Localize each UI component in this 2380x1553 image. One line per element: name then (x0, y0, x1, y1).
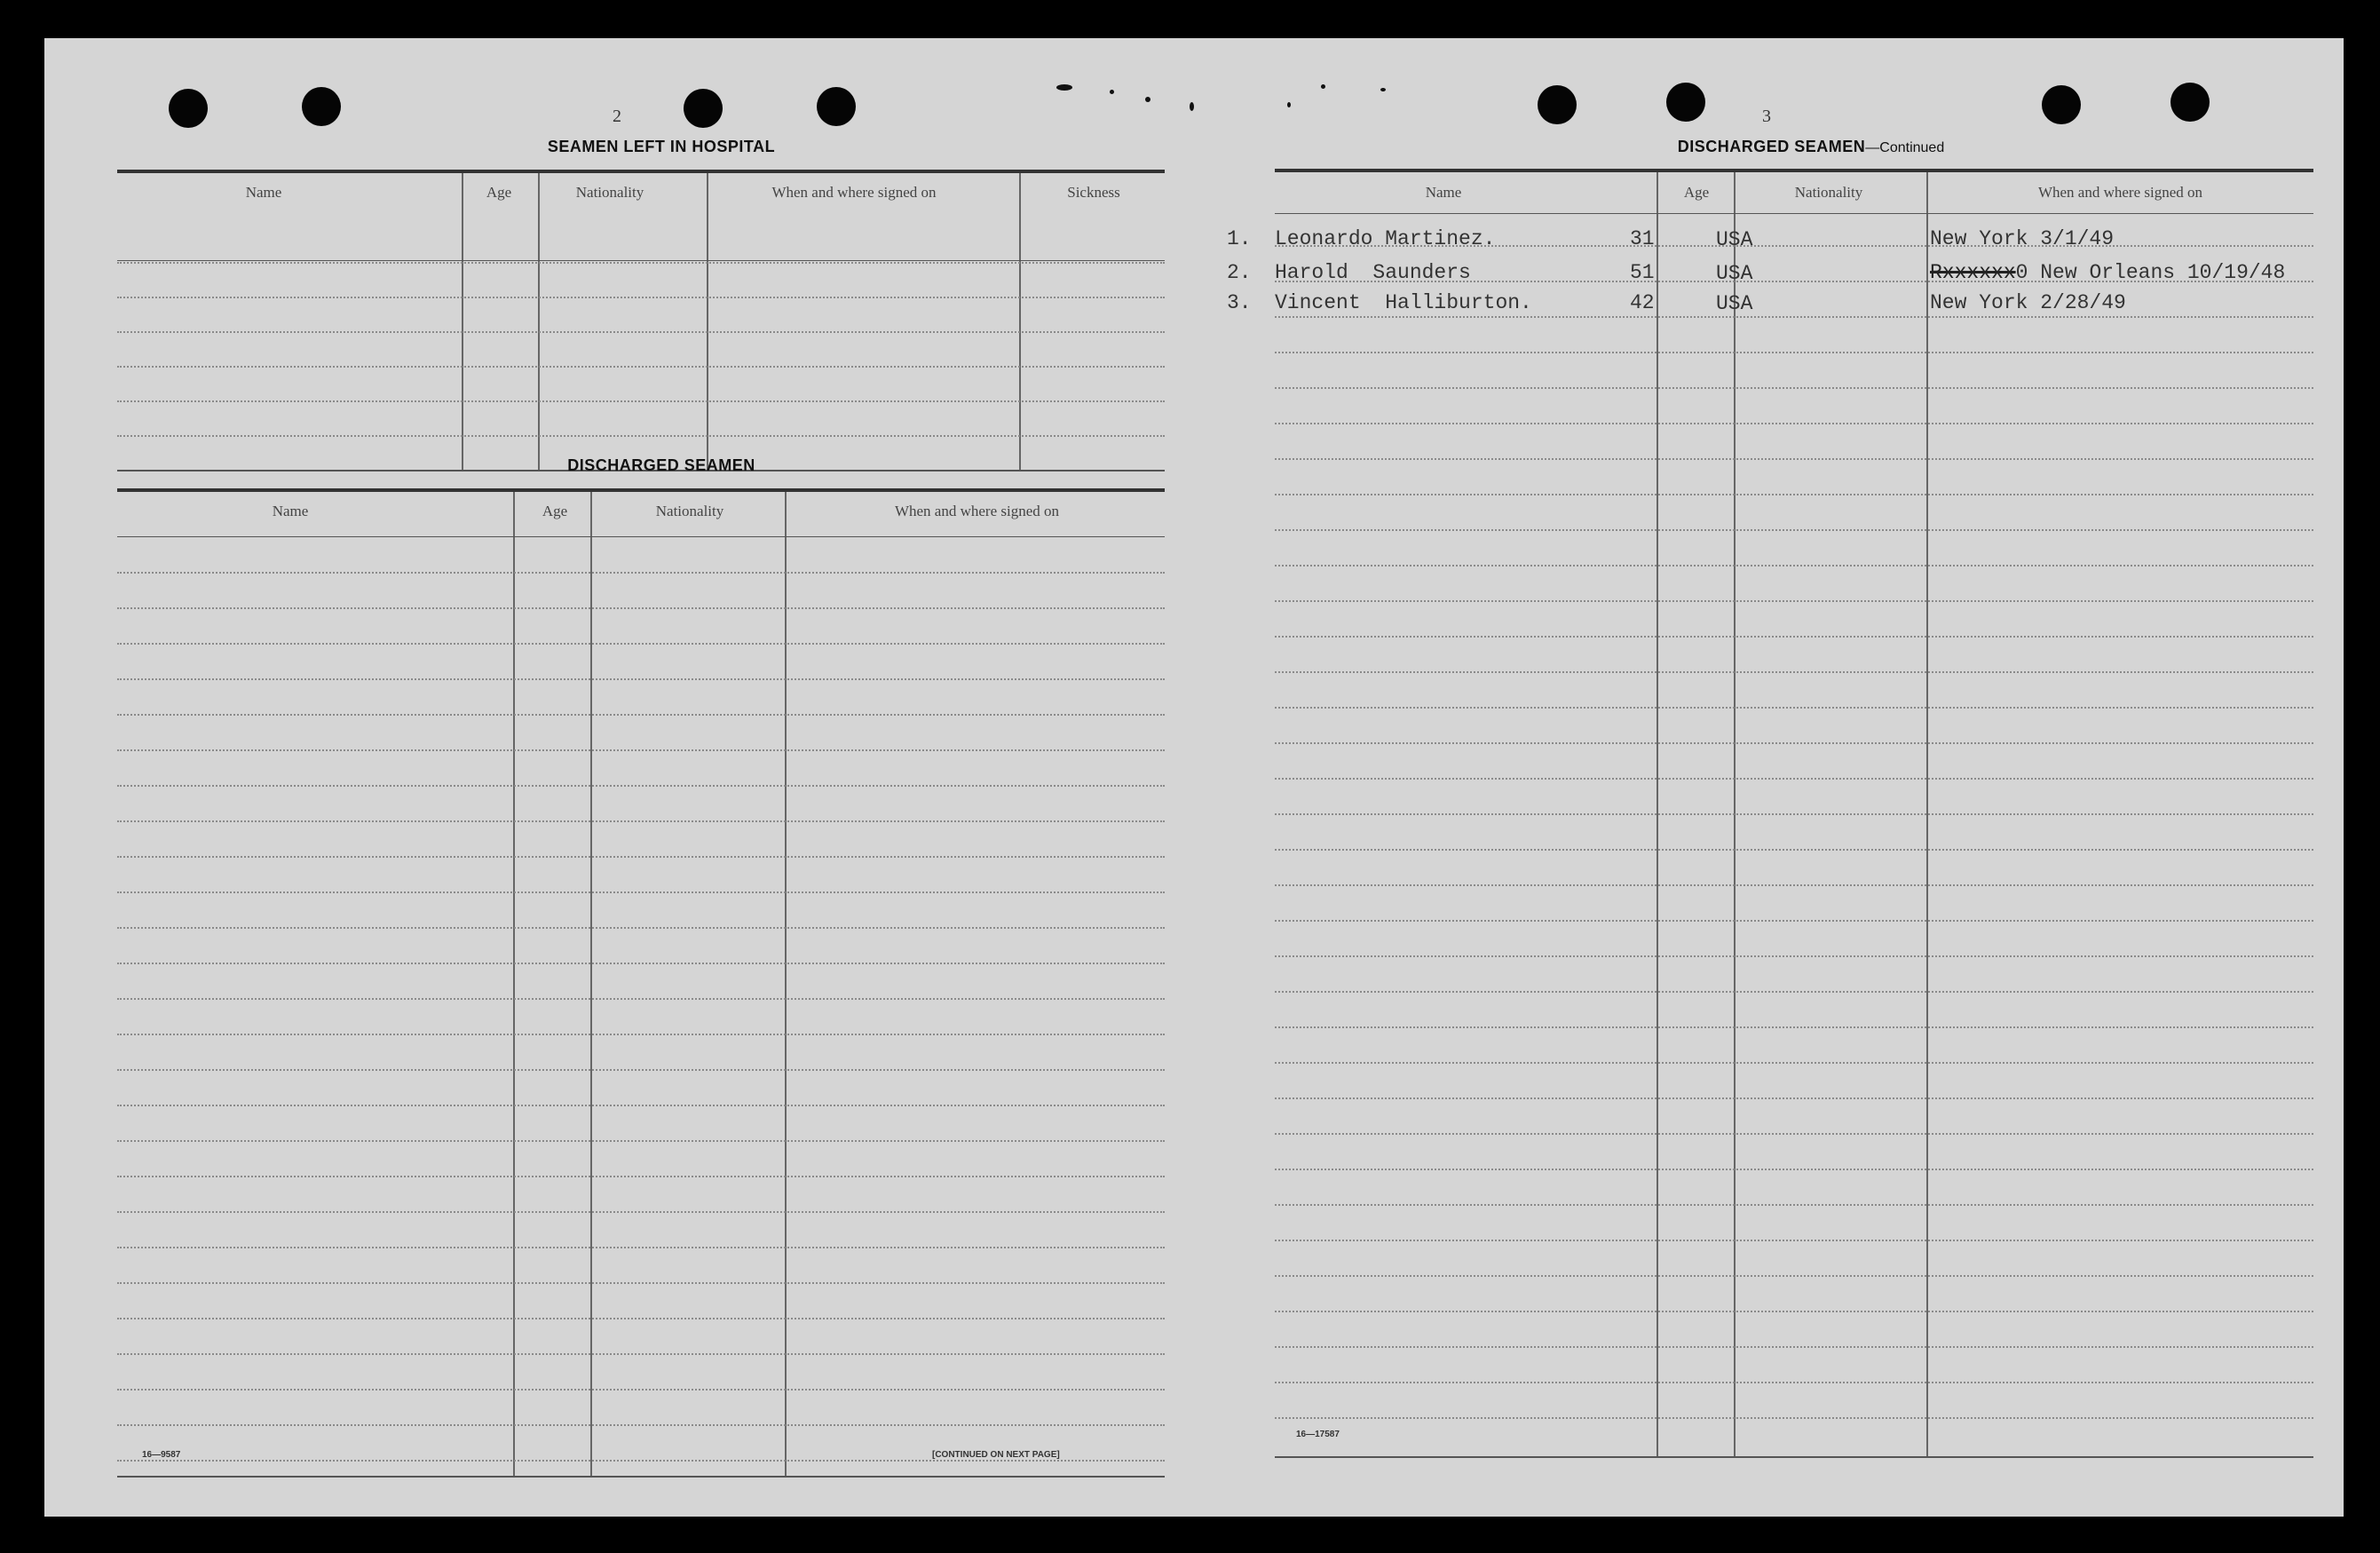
ruled-line (1275, 316, 2313, 318)
discharged-title-left: DISCHARGED SEAMEN (567, 456, 755, 474)
hospital-header-signed-on: When and where signed on (771, 184, 937, 201)
ruled-line (117, 1318, 1165, 1319)
ruled-line (1275, 387, 2313, 389)
ruled-line (1275, 742, 2313, 744)
hospital-header-sickness: Sickness (1067, 184, 1120, 201)
discharged-title-right (1278, 138, 2344, 156)
discharged-header-age: Age (542, 503, 568, 519)
punch-hole (2042, 85, 2081, 124)
ink-speck (1056, 84, 1072, 91)
row-number: 1. (1227, 227, 1252, 250)
page-number-left: 2 (613, 107, 621, 126)
punch-hole (302, 87, 341, 126)
continued-suffix: —Continued (1865, 140, 1945, 155)
ruled-line (117, 820, 1165, 822)
ruled-line (117, 1140, 1165, 1142)
ruled-line (1275, 1240, 2313, 1241)
ruled-line (117, 1424, 1165, 1426)
ruled-line (117, 1282, 1165, 1284)
ruled-line (117, 785, 1165, 787)
ruled-line (1275, 991, 2313, 993)
ruled-line (1275, 813, 2313, 815)
ruled-line (117, 963, 1165, 964)
ruled-line (1275, 636, 2313, 638)
seaman-age: 31 (1630, 227, 1655, 250)
ruled-line (1275, 920, 2313, 922)
ruled-line (1275, 1382, 2313, 1383)
ruled-line (117, 1460, 1165, 1462)
ruled-line (1275, 600, 2313, 602)
seaman-signed-on: 0 New Orleans 10/19/48 (2015, 261, 2286, 284)
seaman-age: 51 (1630, 261, 1655, 284)
ruled-line (117, 1034, 1165, 1035)
seaman-name: Harold Saunders (1275, 261, 1471, 284)
ruled-line (1275, 494, 2313, 495)
ruled-line (1275, 1417, 2313, 1419)
ruled-line (117, 1389, 1165, 1391)
ruled-line (1275, 1311, 2313, 1312)
ruled-line (1275, 1346, 2313, 1348)
ruled-line (117, 927, 1165, 929)
ruled-line (117, 1069, 1165, 1071)
ruled-line (1275, 1169, 2313, 1170)
ruled-line (1275, 1026, 2313, 1028)
right-header-signed-on: When and where signed on (2037, 184, 2203, 201)
form-number-right: 16—17587 (1296, 1430, 1340, 1439)
ruled-line (117, 749, 1165, 751)
ruled-line (117, 678, 1165, 680)
hospital-table (117, 170, 1165, 473)
ruled-line (1275, 1097, 2313, 1099)
seaman-name: Leonardo Martinez. (1275, 227, 1496, 250)
right-header-name: Name (1425, 184, 1462, 201)
seaman-age: 42 (1630, 291, 1655, 314)
seaman-signed-on-cell (1930, 261, 2285, 284)
ruled-line (117, 1247, 1165, 1248)
hospital-title: SEAMEN LEFT IN HOSPITAL (547, 138, 776, 155)
seaman-nationality: USA (1716, 292, 1753, 315)
row-number: 2. (1227, 261, 1252, 284)
ruled-line (1275, 671, 2313, 673)
discharged-header-signed-on: When and where signed on (894, 503, 1060, 519)
ruled-line (1275, 529, 2313, 531)
ruled-line (117, 714, 1165, 716)
punch-hole (817, 87, 856, 126)
struck-text: Rxxxxxx (1930, 261, 2016, 284)
page-number-right: 3 (1762, 107, 1771, 126)
ruled-line (1275, 955, 2313, 957)
discharged-title-right-text: DISCHARGED SEAMEN (1677, 138, 1866, 155)
ink-speck (1287, 102, 1291, 107)
ruled-line (1275, 565, 2313, 567)
ruled-line (1275, 849, 2313, 851)
ink-speck (1110, 90, 1114, 94)
ruled-line (117, 998, 1165, 1000)
ruled-line (117, 856, 1165, 858)
discharged-header-nationality: Nationality (655, 503, 724, 519)
ruled-line (1275, 458, 2313, 460)
continued-note: [CONTINUED ON NEXT PAGE] (932, 1450, 1060, 1460)
discharged-header-name: Name (272, 503, 309, 519)
ruled-line (117, 1353, 1165, 1355)
discharged-table-left (117, 488, 1165, 1483)
ink-speck (1190, 102, 1194, 111)
ink-speck (1321, 84, 1325, 89)
punch-hole (684, 89, 723, 128)
punch-hole (2170, 83, 2210, 122)
ruled-line (1275, 1204, 2313, 1206)
ruled-line (117, 643, 1165, 645)
seaman-signed-on: New York 2/28/49 (1930, 291, 2126, 314)
punch-hole (1538, 85, 1577, 124)
ruled-line (1275, 1133, 2313, 1135)
document-sheet (44, 38, 2344, 1517)
ruled-line (117, 1105, 1165, 1106)
seaman-name: Vincent Halliburton. (1275, 291, 1532, 314)
ruled-line (1275, 1062, 2313, 1064)
right-header-age: Age (1683, 184, 1710, 201)
discharged-table-right (1275, 169, 2313, 1465)
ink-speck (1380, 88, 1386, 91)
ruled-line (1275, 423, 2313, 424)
ink-speck (1145, 97, 1150, 102)
seaman-nationality: USA (1716, 228, 1753, 251)
row-number: 3. (1227, 291, 1252, 314)
hospital-header-nationality: Nationality (575, 184, 644, 201)
ruled-line (117, 1176, 1165, 1177)
ruled-line (117, 891, 1165, 893)
ruled-line (117, 572, 1165, 574)
ruled-line (117, 607, 1165, 609)
ruled-line (1275, 778, 2313, 780)
ruled-line (1275, 352, 2313, 353)
hospital-header-age: Age (486, 184, 512, 201)
ruled-line (117, 1211, 1165, 1213)
hospital-header-name: Name (245, 184, 282, 201)
ruled-line (1275, 707, 2313, 709)
punch-hole (1666, 83, 1705, 122)
seaman-signed-on: New York 3/1/49 (1930, 227, 2115, 250)
form-number-left: 16—9587 (142, 1450, 181, 1460)
ruled-line (1275, 1275, 2313, 1277)
ruled-line (1275, 884, 2313, 886)
punch-hole (169, 89, 208, 128)
seaman-nationality: USA (1716, 262, 1753, 285)
right-header-nationality: Nationality (1794, 184, 1863, 201)
